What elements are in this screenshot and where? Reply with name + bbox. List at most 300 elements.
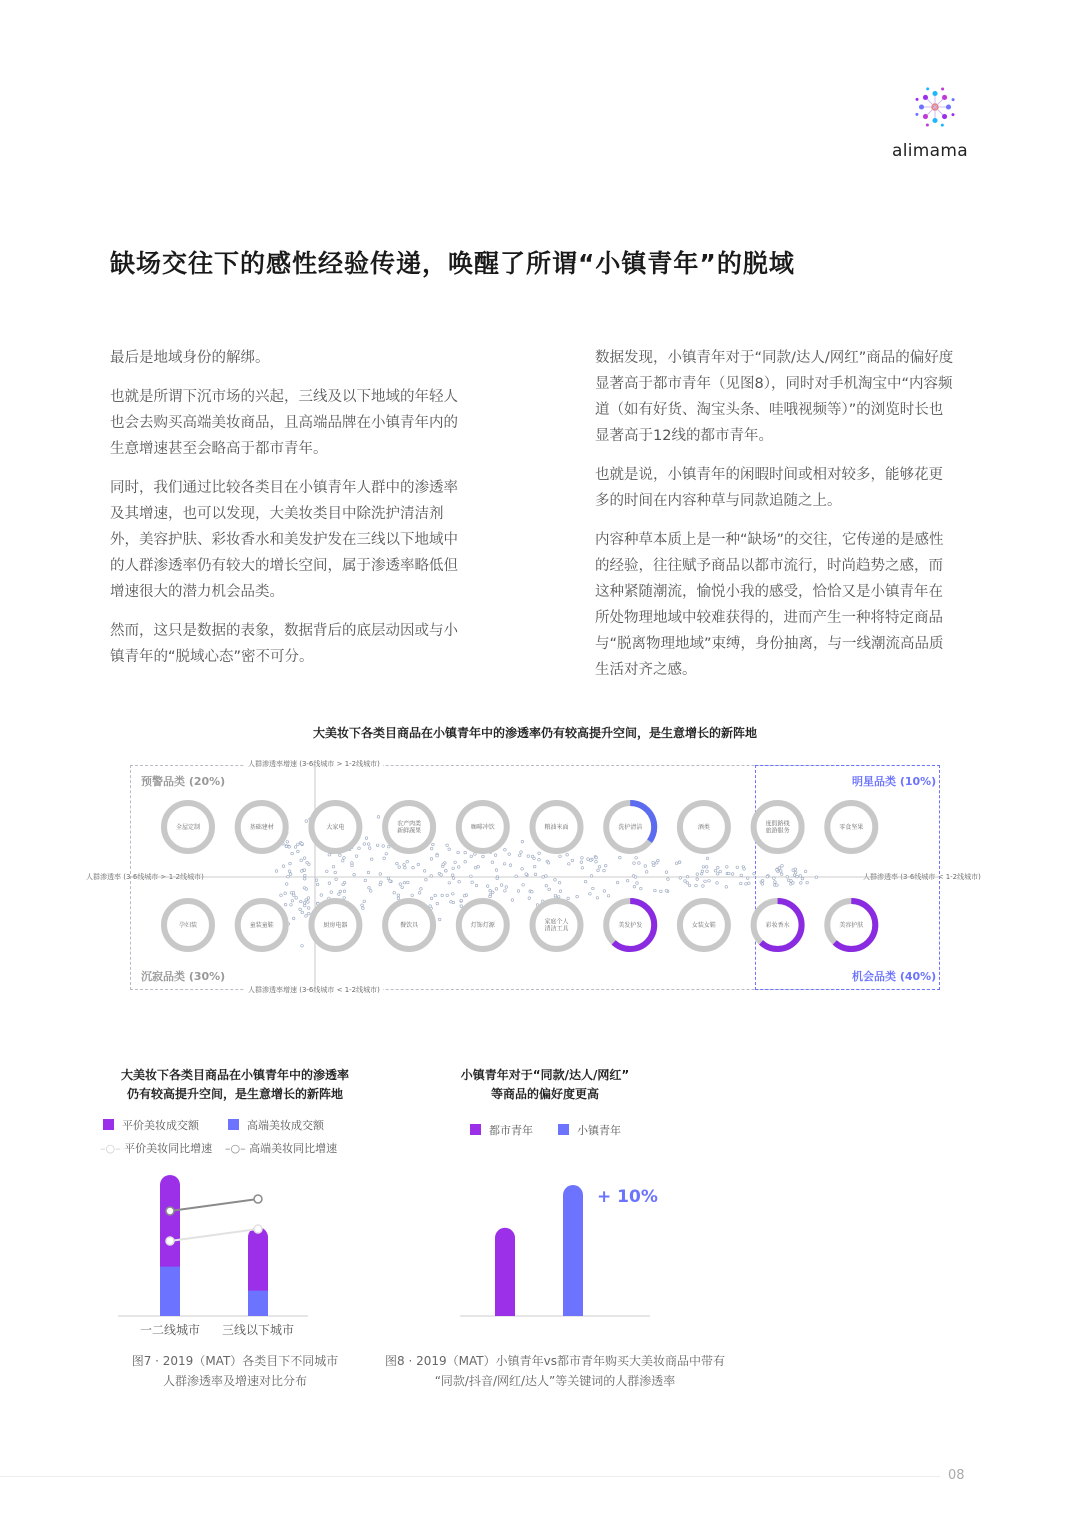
scatter-point [538,858,541,861]
scatter-point [626,879,629,882]
scatter-point [446,894,449,897]
category-donut [680,901,728,949]
scatter-point [454,861,457,864]
chart8-title: 小镇青年对于“同款/达人/网红” 等商品的偏好度更高 [460,1068,630,1101]
scatter-point [407,881,410,884]
section-title: 缺场交往下的感性经验传递，唤醒了所谓“小镇青年”的脱域 [110,249,795,278]
category-donut [164,901,212,949]
scatter-point [288,846,291,849]
scatter-point [740,874,743,877]
category-donut [827,901,875,949]
scatter-point [282,865,285,868]
scatter-point [301,870,304,873]
scatter-point [696,873,699,876]
donut-label: 家庭个人 [544,918,569,926]
scatter-point [793,874,796,877]
scatter-point [799,875,802,878]
scatter-point [300,900,303,903]
bar [563,1185,583,1316]
scatter-point [285,883,288,886]
scatter-point [307,897,310,900]
scatter-point [616,881,619,884]
scatter-point [363,900,366,903]
growth-point [254,1195,262,1203]
scatter-point [702,885,705,888]
scatter-point [301,945,304,948]
scatter-point [495,869,498,872]
scatter-point [342,883,345,886]
scatter-point [442,863,445,866]
scatter-point [545,875,548,878]
growth-annotation: + 10% [597,1187,658,1207]
scatter-point [761,883,764,886]
scatter-point [452,867,455,870]
scatter-point [398,866,401,869]
scatter-point [397,894,400,897]
scatter-point [463,894,466,897]
growth-line [170,1199,258,1211]
donut-label: 厨房电器 [323,922,348,929]
alimama-logo-icon [895,86,975,146]
logo-dot [941,124,944,127]
scatter-point [295,897,298,900]
scatter-point [430,875,433,878]
scatter-point [343,897,346,900]
scatter-point [339,890,342,893]
scatter-point [316,883,319,886]
category-donut [754,901,802,949]
scatter-point [567,897,570,900]
scatter-point [303,869,306,872]
scatter-point [292,917,295,920]
scatter-point [815,876,818,879]
scatter-point [423,870,426,873]
axis-left-label: 人群渗透率 (3-6线城市 > 1-2线城市) [86,873,204,881]
axis-top-label: 人群渗透率增速 (3-6线城市 > 1-2线城市) [245,759,383,769]
scatter-point [300,859,303,862]
paragraph: 然而，这只是数据的表象，数据背后的底层动因或与小镇青年的“脱域心态”密不可分。 [110,623,458,665]
scatter-point [448,882,451,885]
scatter-point [289,873,292,876]
brand-name: alimama [892,141,968,161]
scatter-point [417,863,420,866]
bar [495,1228,515,1316]
scatter-point [716,873,719,876]
scatter-point [358,847,361,850]
scatter-point [773,877,776,880]
scatter-point [292,891,295,894]
scatter-point [387,845,390,848]
scatter-point [303,857,306,860]
scatter-point [521,840,524,843]
scatter-point [520,851,523,854]
scatter-point [307,907,310,910]
scatter-point [766,875,769,878]
scatter-point [397,897,400,900]
scatter-point [584,880,587,883]
scatter-point [491,891,494,894]
logo-dot [919,104,924,109]
scatter-point [688,884,691,887]
scatter-point [297,843,300,846]
scatter-point [796,875,799,878]
chart7-caption: 图7 · 2019（MAT）各类目下不同城市 人群渗透率及增速对比分布 [131,1354,339,1388]
scatter-point [607,895,610,898]
scatter-point [538,852,541,855]
logo-dot [942,114,947,119]
scatter-point [761,879,764,882]
scatter-point [786,875,789,878]
donut-label: 美容护肤 [839,922,864,929]
scatter-point [303,878,306,881]
logo-dot [923,114,928,119]
scatter-point [781,865,784,868]
scatter-point [776,884,779,887]
scatter-point [790,880,793,883]
scatter-point [528,897,531,900]
category-donut [606,803,654,851]
chart7-title: 大美妆下各类目商品在小镇青年中的渗透率 仍有较高提升空间，是生意增长的新阵地 [120,1068,349,1101]
scatter-point [548,888,551,891]
scatter-point [489,895,492,898]
logo-dot [951,113,954,116]
scatter-point [706,870,709,873]
scatter-point [379,873,382,876]
logo-dot [916,98,919,101]
paragraph: 数据发现，小镇青年对于“同款/达人/网红”商品的偏好度显著高于都市青年（见图8），同时对手机淘宝中“内容频道（如有好货、淘宝头条、哇哦视频等）”的浏览时长也显著高于12线的都市青年。 [595,350,954,444]
scatter-point [432,843,435,846]
scatter-point [404,866,407,869]
scatter-point [452,893,455,896]
scatter-point [719,870,722,873]
quadrant-top-right: 明星品类 (10%) [852,775,937,788]
scatter-point [430,847,433,850]
donut-label: 洗护清洁 [618,824,643,831]
scatter-point [304,874,307,877]
scatter-point [665,871,668,874]
quadrant-chart [130,765,940,990]
scatter-point [369,890,372,893]
paragraph: 也就是所谓下沉市场的兴起，三线及以下地域的年轻人也会去购买高端美妆商品，且高端品牌在小镇青年内的生意增速甚至会略高于都市青年。 [110,389,458,457]
category-donut [459,803,507,851]
scatter-point [289,862,292,865]
category-donut [606,901,654,949]
scatter-point [704,880,707,883]
scatter-point [343,890,346,893]
scatter-point [714,869,717,872]
scatter-point [667,878,670,881]
category-donut [385,901,433,949]
donut-label: 餐饮具 [400,922,419,929]
logo-dot [952,98,955,101]
growth-point [254,1225,262,1233]
scatter-point [396,862,399,865]
scatter-point [598,866,601,869]
scatter-point [351,864,354,867]
scatter-point [363,843,366,846]
scatter-point [315,879,318,882]
scatter-point [684,880,687,883]
scatter-point [457,866,460,869]
growth-point [166,1237,174,1245]
scatter-point [531,855,534,858]
category-donut [533,803,581,851]
legend-item: 小镇青年 [558,1122,621,1138]
scatter-point [633,862,636,865]
scatter-point [776,868,779,871]
scatter-point [326,870,329,873]
scatter-point [367,843,370,846]
paragraph: 也就是说，小镇青年的闲暇时间或相对较多，能够花更多的时间在内容种草与同款追随之上。 [595,467,943,509]
scatter-point [521,868,524,871]
category-donut [754,803,802,851]
scatter-point [429,905,432,908]
scatter-point [339,854,342,857]
scatter-point [486,885,489,888]
scatter-point [748,882,751,885]
right-column [595,345,955,696]
scatter-point [341,860,344,863]
quadrant-bottom-right: 机会品类 (40%) [852,970,937,983]
scatter-point [288,870,291,873]
logo-dot [946,104,951,109]
scatter-point [353,873,356,876]
category-donut [533,901,581,949]
page-number: 08 [948,1468,965,1483]
scatter-point [436,902,439,905]
scatter-point [571,859,574,862]
scatter-point [581,867,584,870]
scatter-point [441,894,444,897]
scatter-point [393,891,396,894]
scatter-point [557,896,560,899]
donut-label: 旅游服务 [765,827,790,835]
scatter-point [285,845,288,848]
axis-bottom-label: 人群渗透率增速 (3-6线城市 < 1-2线城市) [245,985,383,995]
scatter-point [503,863,506,866]
scatter-point [504,890,507,893]
scatter-point [475,884,478,887]
legend-swatch [228,1119,239,1130]
scatter-point [545,884,548,887]
scatter-point [603,869,606,872]
quadrant-chart-title: 大美妆下各类目商品在小镇青年中的渗透率仍有较高提升空间，是生意增长的新阵地 [312,726,757,740]
legend-item: 高端美妆成交额 [228,1117,324,1133]
scatter-point [412,866,415,869]
scatter-point [635,857,638,860]
logo-dot [932,118,937,123]
logo-dot [926,87,929,90]
axis-right-label: 人群渗透率 (3-6线城市 < 1-2线城市) [863,873,981,881]
scatter-point [696,878,699,881]
scatter-point [457,851,460,854]
scatter-point [451,874,454,877]
scatter-point [708,880,711,883]
scatter-point [335,878,338,881]
donut-label: 农产肉类 [397,820,422,828]
chart8 [460,1160,660,1320]
scatter-point [370,858,373,861]
chart7 [110,1160,320,1350]
scatter-point [445,869,448,872]
scatter-point [436,854,439,857]
paragraph: 最后是地域身份的解绑。 [110,350,270,366]
scatter-point [306,861,309,864]
scatter-point [440,874,443,877]
legend-item: 都市青年 [470,1122,533,1138]
scatter-point [603,890,606,893]
scatter-point [638,862,641,865]
scatter-point [678,861,681,864]
scatter-point [597,869,600,872]
scatter-point [745,883,748,886]
category-donut [311,901,359,949]
scatter-point [558,881,561,884]
legend-swatch [470,1124,481,1135]
scatter-point [308,912,311,915]
scatter-point [731,873,734,876]
category-donut [311,803,359,851]
scatter-point [420,888,423,891]
scatter-point [275,870,278,873]
legend-swatch [103,1119,114,1130]
scatter-point [403,863,406,866]
donut-label: 清洁工具 [544,925,569,933]
scatter-point [640,887,643,890]
scatter-point [464,851,467,854]
scatter-point [633,885,636,888]
scatter-point [330,891,333,894]
scatter-point [430,858,433,861]
scatter-point [533,865,536,868]
scatter-point [702,866,705,869]
logo-dot [942,95,947,100]
scatter-point [595,860,598,863]
donut-label: 粮油米面 [544,824,569,831]
scatter-point [328,854,331,857]
scatter-point [580,861,583,864]
scatter-point [509,864,512,867]
x-tick-label: 一二线城市 [139,1323,201,1337]
scatter-point [679,877,682,880]
scatter-point [305,899,308,902]
logo-dot [941,88,944,91]
scatter-point [542,876,545,879]
scatter-point [495,888,498,891]
scatter-point [686,875,689,878]
scatter-point [403,881,406,884]
scatter-point [566,853,569,856]
scatter-point [303,902,306,905]
scatter-point [743,868,746,871]
scatter-point [291,900,294,903]
legend-item: –○– 高端美妆同比增速 [225,1142,338,1155]
scatter-point [471,881,474,884]
legend-item: 平价美妆成交额 [103,1117,199,1133]
scatter-point [774,881,777,884]
donut-label: 美发护发 [618,922,643,929]
left-column [110,345,470,683]
paragraph: 内容种草本质上是一种“缺场”的交往，它传递的是感性的经验，往往赋予商品以都市流行，时尚趋势之感，而这种紧随潮流，愉悦小我的感受，恰恰又是小镇青年在所处物理地域中较难获得的，进而产生一种将特定商品与“脱离物理地域”束缚，身份抽离，与一线潮流高品质生活对齐之感。 [595,532,944,678]
scatter-point [450,900,453,903]
scatter-point [368,886,371,889]
category-donut [238,901,286,949]
scatter-point [474,866,477,869]
scatter-point [387,877,390,880]
scatter-point [418,892,421,895]
growth-point [166,1207,174,1215]
donut-label: 酒类 [697,824,710,831]
scatter-point [701,870,704,873]
scatter-point [464,860,467,863]
scatter-point [527,855,530,858]
scatter-point [505,886,508,889]
scatter-point [716,882,719,885]
scatter-point [361,904,364,907]
scatter-point [328,882,331,885]
scatter-point [736,866,739,869]
scatter-point [338,893,341,896]
scatter-point [287,875,290,878]
scatter-point [446,844,449,847]
scatter-point [652,861,655,864]
bar-segment [248,1291,268,1316]
donut-label: 孕妇装 [178,922,198,929]
footer-divider [0,1476,940,1477]
scatter-point [525,873,528,876]
legend-item: –○– 平价美妆同比增速 [100,1142,213,1155]
scatter-point [653,864,656,867]
scatter-point [294,846,297,849]
scatter-point [508,853,511,856]
scatter-point [728,872,731,875]
scatter-point [482,855,485,858]
scatter-point [286,841,289,844]
scatter-point [434,894,437,897]
scatter-point [705,866,708,869]
scatter-point [595,856,598,859]
scatter-point [474,853,477,856]
donut-label: 度假路线 [765,820,790,828]
scatter-point [800,882,803,885]
category-donut [385,803,433,851]
donut-label: 咖啡冲饮 [470,824,495,831]
scatter-point [290,904,293,907]
scatter-point [297,850,300,853]
scatter-point [645,871,648,874]
scatter-point [746,877,749,880]
category-donut [827,803,875,851]
scatter-point [425,878,428,881]
scatter-point [494,854,497,857]
logo-dot [923,95,928,100]
scatter-point [636,882,639,885]
quadrant-bottom-left: 沉寂品类 (30%) [141,970,226,983]
scatter-point [460,905,463,908]
scatter-point [368,847,371,850]
scatter-point [644,865,647,868]
legend-line-icon: –○– [225,1142,246,1155]
scatter-point [804,870,807,873]
logo-dot [926,123,929,126]
scatter-point [504,848,507,851]
scatter-point [452,877,455,880]
scatter-point [470,855,473,858]
scatter-point [477,865,480,868]
donut-label: 全屋定制 [175,824,201,831]
legend-swatch [558,1124,569,1135]
logo-dot [932,91,937,96]
